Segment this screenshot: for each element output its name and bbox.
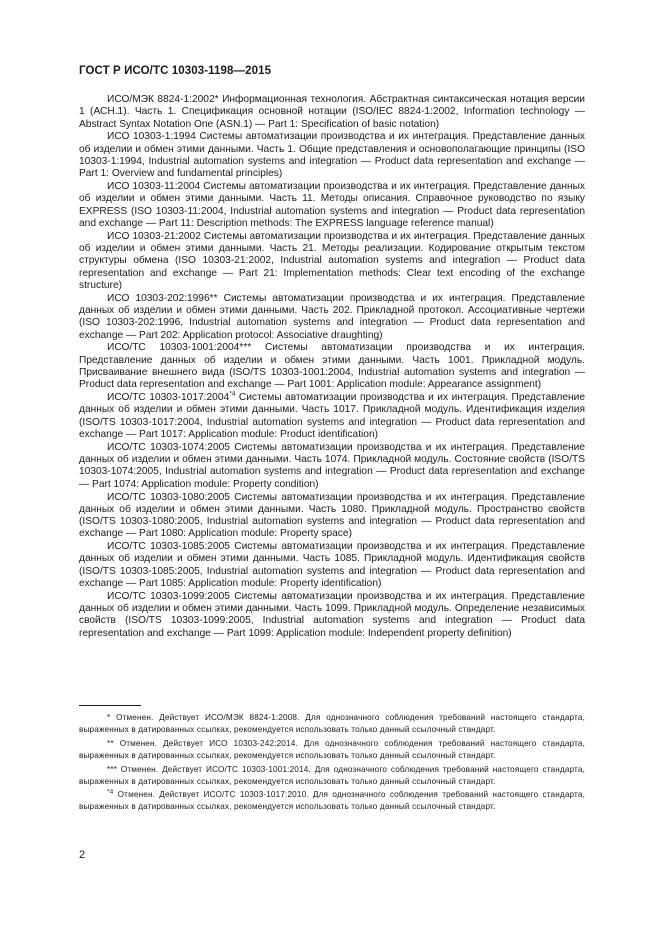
footnote-item <box>79 764 585 788</box>
reference-mark: * <box>214 94 219 105</box>
footnote-item <box>79 738 585 762</box>
reference-item <box>79 293 585 342</box>
normative-references <box>79 94 585 640</box>
footnote-text: Отменен. Действует ИСО/ТС 10303-1001:2014. Для однозначного соблюдения требований настоящего стандарта, выраженных в датированных ссылках, рекомендуется использовать только данный ссылочный стандарт. <box>79 764 585 786</box>
reference-item <box>79 231 585 292</box>
reference-mark: ** <box>209 292 218 304</box>
reference-text: Информационная технология. Абстрактная синтаксическая нотация версии 1 (АСН.1). Часть 1. Спецификация основной нотации (ISO/IEC 8824-1:2002, Information technology — Abstract Syntax Notation One (ASN.1) — Part 1: Specification of basic notation) <box>79 94 585 130</box>
reference-item <box>79 492 585 541</box>
document-header: ГОСТ Р ИСО/ТС 10303-1198—2015 <box>79 65 272 77</box>
reference-item <box>79 591 585 640</box>
footnote-mark: * <box>107 713 111 722</box>
reference-text: Системы автоматизации производства и их интеграция. Представление данных об изделии и обмен этими данными. Часть 1. Общие представления и основополагающие принципы (ISO 10303-1:1994, Industrial automation systems and integration — Product data representation and exchange — Part 1: Overview and fundamental principles) <box>79 131 585 180</box>
reference-item <box>79 94 585 131</box>
reference-text: Системы автоматизации производства и их интеграция. Представление данных об изделии и обмен этими данными. Часть 1099. Прикладной модуль. Определение независимых свойств (ISO/TS 10303-1099:2005, Industrial automation systems and integration — Product data representation and exchange — Part 1099: Application module: Independent property definition) <box>79 590 585 639</box>
footnote-separator <box>79 705 141 706</box>
reference-text: Системы автоматизации производства и их интеграция. Представление данных об изделии и обмен этими данными. Часть 1001. Прикладной модуль. Присваивание внешнего вида (ISO/TS 10303-1001:2004, Industrial automation systems and integration — Product data representation and exchange — Part 1001: Application module: Appearance assignment) <box>79 342 586 391</box>
reference-id: ИСО 10303-11:2004 <box>107 181 201 193</box>
reference-text: Системы автоматизации производства и их интеграция. Представление данных об изделии и обмен этими данными. Часть 202. Прикладной протокол. Ассоциативные чертежи (ISO 10303-202:1996, Industrial automation systems and integration — Product data representation and exchange — Part 202: Application protocol: Associative draughting) <box>79 292 585 341</box>
page-number: 2 <box>79 849 86 861</box>
footnotes <box>79 712 585 815</box>
reference-item <box>79 392 585 441</box>
reference-id: ИСО/ТС 10303-1074:2005 <box>107 441 230 453</box>
reference-item <box>79 342 585 391</box>
reference-mark: *4 <box>229 390 236 398</box>
reference-text: Системы автоматизации производства и их интеграция. Представление данных об изделии и обмен этими данными. Часть 1017. Прикладной модуль. Идентификация изделия (ISO/TS 10303-1017:2004, Industrial automation systems and integration — Product data representation and exchange — Part 1017: Application module: Product identification) <box>79 392 585 441</box>
reference-text: Системы автоматизации производства и их интеграция. Представление данных об изделии и обмен этими данными. Часть 1080. Прикладной модуль. Пространство свойств (ISO/TS 10303-1080:2005, Industrial automation systems and integration — Product data representation and exchange — Part 1080: Application module: Property space) <box>79 491 585 540</box>
reference-id: ИСО/ТС 10303-1080:2005 <box>107 491 230 503</box>
reference-id: ИСО 10303-202:1996 <box>107 292 210 304</box>
reference-item <box>79 131 585 180</box>
footnote-item <box>79 789 585 813</box>
reference-text: Системы автоматизации производства и их интеграция. Представление данных об изделии и обмен этими данными. Часть 1085. Прикладной модуль. Идентификация свойств (ISO/TS 10303-1085:2005, Industrial automation systems and integration — Product data representation and exchange — Part 1085: Application module: Property identification) <box>79 541 585 590</box>
footnote-item <box>79 712 585 736</box>
footnote-mark: ** <box>107 738 114 748</box>
reference-item <box>79 181 585 230</box>
reference-id: ИСО/ТС 10303-1099:2005 <box>107 590 230 602</box>
footnote-text: Отменен. Действует ИСО/МЭК 8824-1:2008. Для однозначного соблюдения требований настоящего стандарта, выраженных в датированных ссылках, рекомендуется использовать только данный ссылочный стандарт. <box>79 713 585 734</box>
footnote-text: Отменен. Действует ИСО/ТС 10303-1017:2010. Для однозначного соблюдения требований настоящего стандарта, выраженных в датированных ссылках, рекомендуется использовать только данный ссылочный стандарт. <box>79 790 585 812</box>
footnote-mark: *** <box>107 764 118 774</box>
footnote-text: Отменен. Действует ИСО 10303-242:2014. Для однозначного соблюдения требований настоящего стандарта, выраженных в датированных ссылках, рекомендуется использовать только данный ссылочный стандарт. <box>79 738 585 760</box>
reference-id: ИСО/ТС 10303-1017:2004 <box>107 392 230 404</box>
reference-mark: *** <box>239 342 252 354</box>
reference-id: ИСО/ТС 10303-1001:2004 <box>107 342 240 354</box>
reference-id: ИСО/ТС 10303-1085:2005 <box>107 541 230 553</box>
reference-item <box>79 442 585 491</box>
reference-text: Системы автоматизации производства и их интеграция. Представление данных об изделии и обмен этими данными. Часть 1074. Прикладной модуль. Состояние свойств (ISO/TS 10303-1074:2005, Industrial automation systems and integration — Product data representation and exchange — Part 1074: Application module: Property condition) <box>79 441 585 490</box>
reference-text: Системы автоматизации производства и их интеграция. Представление данных об изделии и обмен этими данными. Часть 11. Методы описания. Справочное руководство по языку EXPRESS (ISO 10303-11:2004, Industrial automation systems and integration — Product data representation and exchange — Part 11: Description methods: The EXPRESS language reference manual) <box>79 181 585 229</box>
reference-id: ИСО 10303-21:2002 <box>107 230 201 242</box>
reference-id: ИСО 10303-1:1994 <box>107 131 196 143</box>
footnote-mark: *4 <box>107 788 114 796</box>
reference-text: Системы автоматизации производства и их интеграция. Представление данных об изделии и обмен этими данными. Часть 21. Методы реализации. Кодирование открытым текстом структуры обмена (ISO 10303-21:2002, Industrial automation systems and integration — Product data representation and exchange — Part 21: Implementation methods: Clear text encoding of the exchange structure) <box>79 230 585 291</box>
reference-item <box>79 541 585 590</box>
reference-id: ИСО/МЭК 8824-1:2002 <box>107 94 215 105</box>
